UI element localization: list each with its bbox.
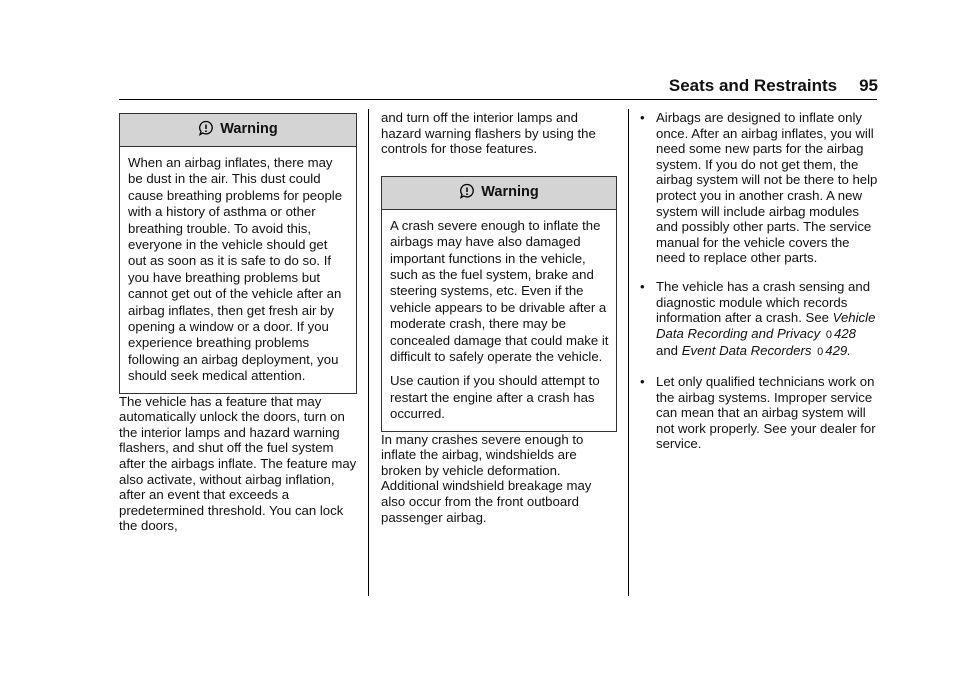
body-paragraph: In many crashes severe enough to inflate the airbag, windshields are broken by vehicle deformation. Additional windshield breakage may also occur from the front outboard passenger airbag. bbox=[381, 431, 592, 525]
bullet-text: Let only qualified technicians work on the airbag systems. Improper service can mean that an airbag system will not work properly. See your dealer for service. bbox=[656, 373, 876, 452]
column-3 bbox=[640, 110, 880, 465]
page-reference-icon: 0 bbox=[825, 328, 832, 341]
warning-header bbox=[120, 114, 356, 147]
warning-paragraph: Use caution if you should attempt to restart the engine after a crash has occurred. bbox=[390, 373, 600, 422]
bullet-icon: • bbox=[640, 110, 645, 125]
column-2 bbox=[381, 110, 617, 525]
column-1 bbox=[119, 113, 357, 534]
warning-heading: Warning bbox=[481, 183, 539, 200]
warning-paragraph: When an airbag inflates, there may be dust in the air. This dust could cause breathing problems for people with a history of asthma or other breathing trouble. To avoid this, everyone in the vehicle should get out as soon as it is safe to do so. If you have breathing problems but cannot get out of the vehicle after an airbag inflates, then get fresh air by opening a window or a door. If you experience breathing problems following an airbag deployment, you should seek medical attention. bbox=[128, 155, 343, 384]
column-divider bbox=[368, 109, 369, 596]
warning-body bbox=[120, 147, 356, 393]
page-number: 95 bbox=[859, 76, 878, 95]
warning-box bbox=[381, 176, 617, 432]
list-item bbox=[640, 374, 880, 452]
warning-body bbox=[382, 210, 616, 431]
warning-paragraph: A crash severe enough to inflate the airbags may have also damaged important functions in the vehicle, such as the fuel system, brake and steering systems, etc. Even if the vehicle appears to be drivable after a moderate crash, there may be concealed damage that could make it difficult to safely operate the vehicle. bbox=[390, 217, 609, 365]
bullet-list bbox=[640, 110, 880, 452]
list-item bbox=[640, 110, 880, 266]
page-header bbox=[650, 76, 878, 96]
page-reference-icon: 0 bbox=[817, 346, 824, 359]
cross-reference-link[interactable]: Event Data Recorders bbox=[681, 343, 812, 359]
warning-heading: Warning bbox=[220, 121, 278, 138]
body-paragraph: The vehicle has a feature that may automatically unlock the doors, turn on the interior lamps and hazard warning flashers, and shut off the fuel system after the airbags inflate. The feature may also activate, without airbag inflation, after an event that exceeds a predetermined threshold. You can lock the doors, bbox=[119, 393, 357, 534]
warning-speech-bubble-icon bbox=[198, 120, 214, 136]
warning-box bbox=[119, 113, 357, 394]
bullet-icon: • bbox=[640, 278, 645, 294]
cross-reference-page[interactable]: 429 bbox=[825, 343, 848, 359]
sentence-end: . bbox=[847, 343, 851, 359]
connector-text: and bbox=[656, 343, 679, 359]
section-title: Seats and Restraints bbox=[668, 76, 838, 95]
cross-reference-page[interactable]: 428 bbox=[834, 325, 857, 341]
cross-reference-link[interactable]: Vehicle Data Recording and Privacy bbox=[656, 310, 876, 341]
column-divider bbox=[628, 109, 629, 596]
bullet-text: The vehicle has a crash sensing and diagnostic module which records information after a crash. See bbox=[656, 278, 871, 326]
bullet-text: Airbags are designed to inflate only once. After an airbag inflates, you will need some new parts for the airbag system. If you do not get them, the airbag system will not be there to help protect you in another crash. A new system will include airbag modules and possibly other parts. The service manual for the vehicle covers the need to replace other parts. bbox=[656, 110, 878, 266]
header-rule bbox=[119, 99, 877, 100]
body-paragraph: and turn off the interior lamps and hazard warning flashers by using the controls for those features. bbox=[381, 110, 596, 157]
warning-header bbox=[382, 177, 616, 210]
list-item bbox=[640, 279, 880, 361]
warning-speech-bubble-icon bbox=[459, 183, 475, 199]
bullet-icon: • bbox=[640, 373, 645, 389]
